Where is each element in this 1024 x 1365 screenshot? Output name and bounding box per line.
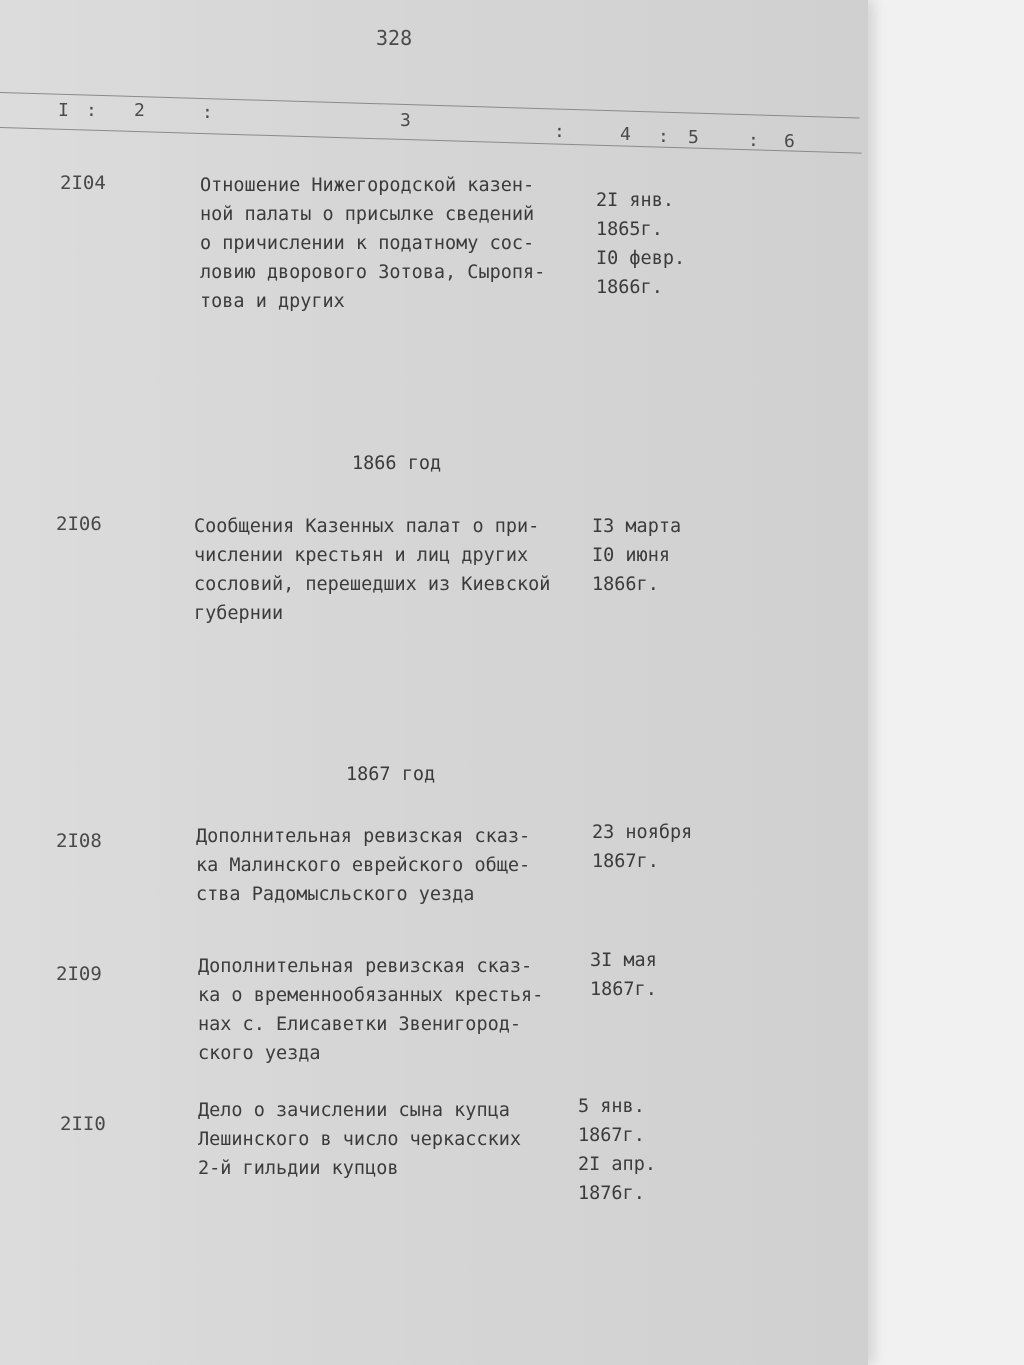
column-5-label: 5 — [688, 127, 699, 148]
entry-description: Дополнительная ревизская сказ- ка Малинского еврейского обще- ства Радомысльского уезда — [196, 826, 531, 905]
entry-number: 2I04 — [60, 172, 106, 194]
column-3-label: 3 — [400, 110, 411, 131]
entry-dates: 2I янв. 1865г. I0 февр. 1866г. — [596, 190, 686, 298]
entry-dates: 23 ноября 1867г. — [592, 822, 693, 872]
column-6-label: 6 — [784, 131, 795, 152]
document-page: 328 I : 2 : 3 : 4 : 5 : 6 2I04 Отношение Нижегородской казен- ной палаты о присылке сведений о причислении к податному сос- ловию дворового Зотова, Сыропя- това и других 2I янв. 1865г. I0 февр. 1866г. 1866 год 2I06 Сообщения Казенных палат о при- числении крестьян и лиц других сословий, перешедших из Киевской губернии I3 марта I0 июня 1866г. 1867 год 2I08 Дополнительная ревизская сказ- ка Малинского еврейского обще- ства Радомысльского уезда 23 ноября 1867г. 2I09 Дополнительная ревизская сказ- ка о временнообязанных крестья- нах с. Елисаветки Звенигород- ского уезда 3I мая 1867г. 2II0 Дело о зачислении сына купца Лешинского в число черкасских 2-й гильдии купцов 5 янв. 1867г. 2I апр. 1876г. — [0, 0, 868, 1365]
header-rule-bottom — [0, 127, 862, 154]
entry-description: Отношение Нижегородской казен- ной палаты о присылке сведений о причислении к податному сос- ловию дворового Зотова, Сыропя- това и других — [200, 175, 546, 312]
entry-number: 2I06 — [56, 513, 102, 535]
page-number: 328 — [376, 26, 413, 50]
entry-description: Сообщения Казенных палат о при- числении крестьян и лиц других сословий, перешедших из Киевской губернии — [194, 516, 551, 624]
entry-description: Дополнительная ревизская сказ- ка о временнообязанных крестья- нах с. Елисаветки Звенигород- ского уезда — [198, 956, 544, 1064]
entry-number: 2I08 — [56, 830, 102, 852]
column-4-label: 4 — [620, 124, 631, 145]
entry-number: 2I09 — [56, 963, 102, 985]
header-rule-top — [0, 92, 860, 119]
year-heading: 1867 год — [346, 764, 436, 785]
entry-dates: 5 янв. 1867г. 2I апр. 1876г. — [578, 1096, 656, 1204]
column-1-label: I — [58, 100, 69, 121]
entry-dates: I3 марта I0 июня 1866г. — [592, 516, 682, 595]
column-2-label: 2 — [134, 100, 145, 121]
year-heading: 1866 год — [352, 453, 442, 474]
entry-description: Дело о зачислении сына купца Лешинского в число черкасских 2-й гильдии купцов — [198, 1100, 522, 1179]
entry-dates: 3I мая 1867г. — [590, 950, 657, 1000]
entry-number: 2II0 — [60, 1113, 106, 1135]
